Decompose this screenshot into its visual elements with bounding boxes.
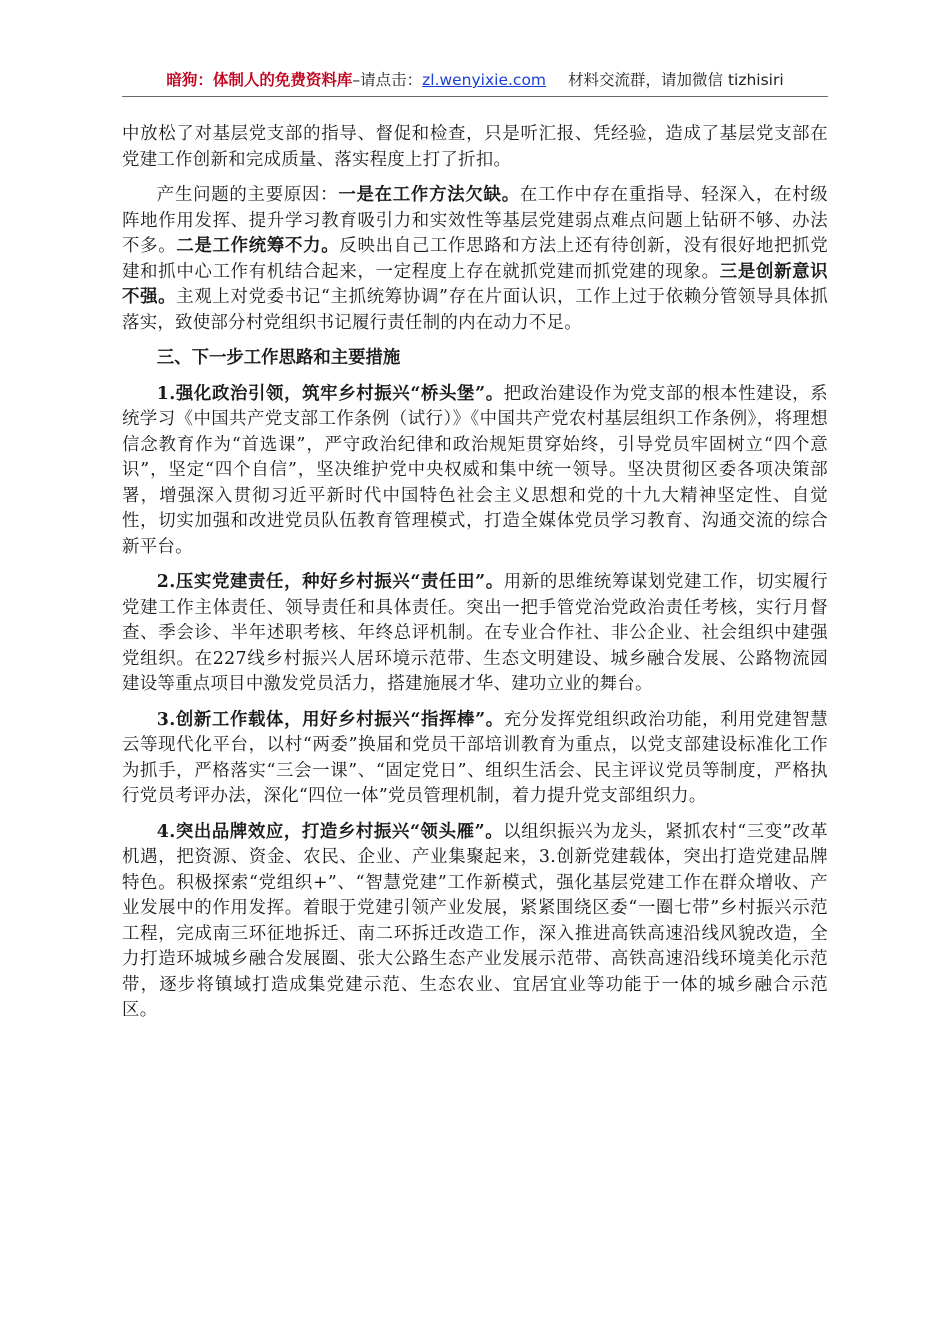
measure-3: 3.创新工作载体，用好乡村振兴“指挥棒”。充分发挥党组织政治功能，利用党建智慧云等现代化平台，以村“两委”换届和党员干部培训教育为重点，以党支部建设标准化工作为抓手，严格落实“三会一课”、“固定党日”、组织生活会、民主评议党员等制度，严格执行党员考评办法，深化“四位一体”党员管理机制，着力提升党支部组织力。 — [122, 709, 828, 806]
header-click-prompt: –请点击： — [352, 71, 423, 89]
document-body — [122, 122, 828, 1034]
measure-4-title: 4.突出品牌效应，打造乡村振兴“领头雁”。 — [156, 821, 504, 842]
measure-1: 1.强化政治引领，筑牢乡村振兴“桥头堡”。把政治建设作为党支部的根本性建设，系统学习《中国共产党支部工作条例（试行）》《中国共产党农村基层组织工作条例》，将理想信念教育作为“首选课”，严守政治纪律和政治规矩贯穿始终，引导党员牢固树立“四个意识”，坚定“四个自信”，坚决维护党中央权威和集中统一领导。坚决贯彻区委各项决策部署，增强深入贯彻习近平新时代中国特色社会主义思想和党的十九大精神坚定性、自觉性，切实加强和改进党员队伍教育管理模式，打造全媒体党员学习教育、沟通交流的综合新平台。 — [122, 383, 828, 557]
cause-1-bold: 一是在工作方法欠缺。 — [338, 185, 520, 205]
measure-4: 4.突出品牌效应，打造乡村振兴“领头雁”。以组织振兴为龙头，紧抓农村“三变”改革机遇，把资源、资金、农民、企业、产业集聚起来，3.创新党建载体，突出打造党建品牌特色。积极探索“党组织+”、“智慧党建”工作新模式，强化基层党建工作在群众增收、产业发展中的作用发挥。着眼于党建引领产业发展，紧紧围绕区委“一圈七带”乡村振兴示范工程，完成南三环征地拆迁、南二环拆迁改造工作，深入推进高铁高速沿线风貌改造，全力打造环城城乡融合发展圈、张大公路生态产业发展示范带、高铁高速沿线环境美化示范带，逐步将镇域打造成集党建示范、生态农业、宜居宜业等功能于一体的城乡融合示范区。 — [122, 821, 828, 1020]
cause-2-bold: 二是工作统筹不力。 — [176, 236, 340, 256]
paragraph-continuation: 中放松了对基层党支部的指导、督促和检查，只是听汇报、凭经验，造成了基层党支部在党建工作创新和完成质量、落实程度上打了折扣。 — [122, 124, 828, 170]
measure-1-title: 1.强化政治引领，筑牢乡村振兴“桥头堡”。 — [156, 383, 504, 404]
measure-2-title: 2.压实党建责任，种好乡村振兴“责任田”。 — [156, 572, 504, 592]
header-link[interactable]: zl.wenyixie.com — [422, 71, 547, 89]
measure-2: 2.压实党建责任，种好乡村振兴“责任田”。用新的思维统筹谋划党建工作，切实履行党建工作主体责任、领导责任和具体责任。突出一把手管党治党政治责任考核，实行月督查、季会诊、半年述职考核、年终总评机制。在专业合作社、非公企业、社会组织中建强党组织。在227线乡村振兴人居环境示范带、生态文明建设、城乡融合发展、公路物流园建设等重点项目中激发党员活力，搭建施展才华、建功立业的舞台。 — [122, 572, 828, 694]
section-3-heading: 三、下一步工作思路和主要措施 — [156, 348, 401, 368]
measure-3-title: 3.创新工作载体，用好乡村振兴“指挥棒”。 — [156, 709, 504, 730]
header-contact: 材料交流群，请加微信 tizhisiri — [568, 71, 784, 89]
cause-3-bold: 三是创新意识不强。 — [122, 261, 828, 307]
paragraph-causes: 产生问题的主要原因：一是在工作方法欠缺。在工作中存在重指导、轻深入，在村级阵地作用发挥、提升学习教育吸引力和实效性等基层党建弱点难点问题上钻研不够、办法不多。二是工作统筹不力。反映出自己工作思路和方法上还有待创新，没有很好地把抓党建和抓中心工作有机结合起来，一定程度上存在就抓党建而抓党建的现象。三是创新意识不强。主观上对党委书记“主抓统筹协调”存在片面认识，工作上过于依赖分管领导具体抓落实，致使部分村党组织书记履行责任制的内在动力不足。 — [122, 185, 829, 333]
page-header — [122, 66, 828, 97]
header-site-title: 暗狗：体制人的免费资料库 — [166, 71, 353, 89]
